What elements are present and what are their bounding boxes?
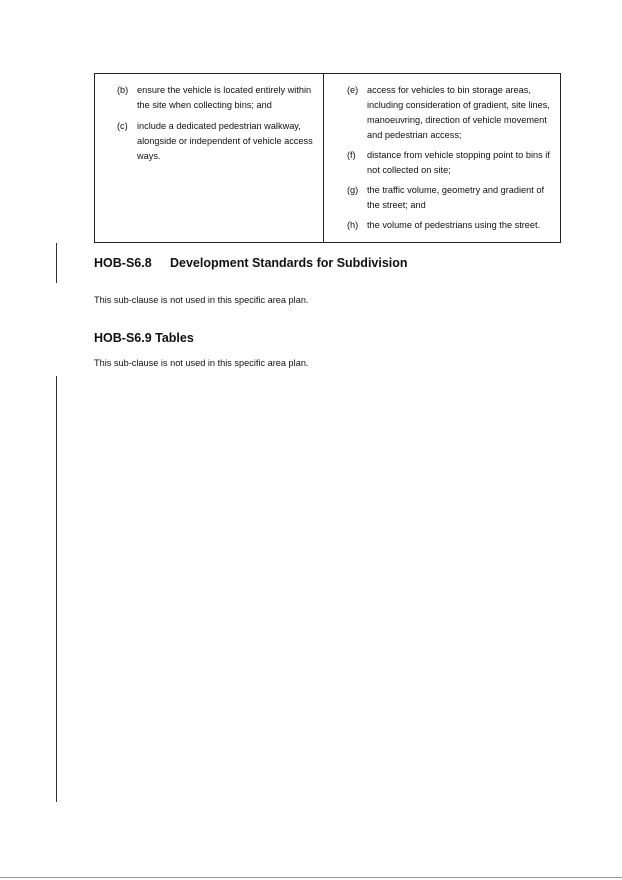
table-column-left: [95, 74, 324, 242]
item-marker: (c): [117, 121, 128, 131]
item-text: the traffic volume, geometry and gradient of the street; and: [367, 185, 545, 210]
list-item: [117, 83, 319, 113]
section-title: Development Standards for Subdivision: [170, 256, 408, 270]
item-text: access for vehicles to bin storage areas, including consideration of gradient, site lines, manoeuvring, direction of vehicle movement and pedestrian access;: [367, 85, 550, 140]
item-marker: (h): [347, 220, 359, 230]
item-text: include a dedicated pedestrian walkway, alongside or independent of vehicle access ways.: [137, 121, 313, 161]
change-bar: [56, 376, 57, 802]
section-heading-6-9: HOB-S6.9 Tables: [94, 331, 194, 345]
list-item: [117, 119, 319, 164]
item-marker: (f): [347, 150, 356, 160]
section-heading-6-8: [94, 256, 408, 270]
list-item: [347, 218, 556, 233]
change-bar: [56, 243, 57, 283]
page-bottom-edge: [0, 877, 622, 878]
item-marker: (g): [347, 185, 359, 195]
criteria-table: [94, 73, 561, 243]
list-item: [347, 148, 556, 178]
section-body-6-9: This sub-clause is not used in this specific area plan.: [94, 358, 309, 368]
list-item: [347, 183, 556, 213]
item-text: ensure the vehicle is located entirely within the site when collecting bins; and: [137, 85, 312, 110]
item-marker: (b): [117, 85, 129, 95]
section-code: HOB-S6.8: [94, 256, 152, 270]
item-text: distance from vehicle stopping point to bins if not collected on site;: [367, 150, 550, 175]
table-column-right: [324, 74, 560, 242]
section-body-6-8: This sub-clause is not used in this specific area plan.: [94, 295, 309, 305]
item-marker: (e): [347, 85, 359, 95]
item-text: the volume of pedestrians using the street.: [367, 220, 541, 230]
list-item: [347, 83, 556, 143]
